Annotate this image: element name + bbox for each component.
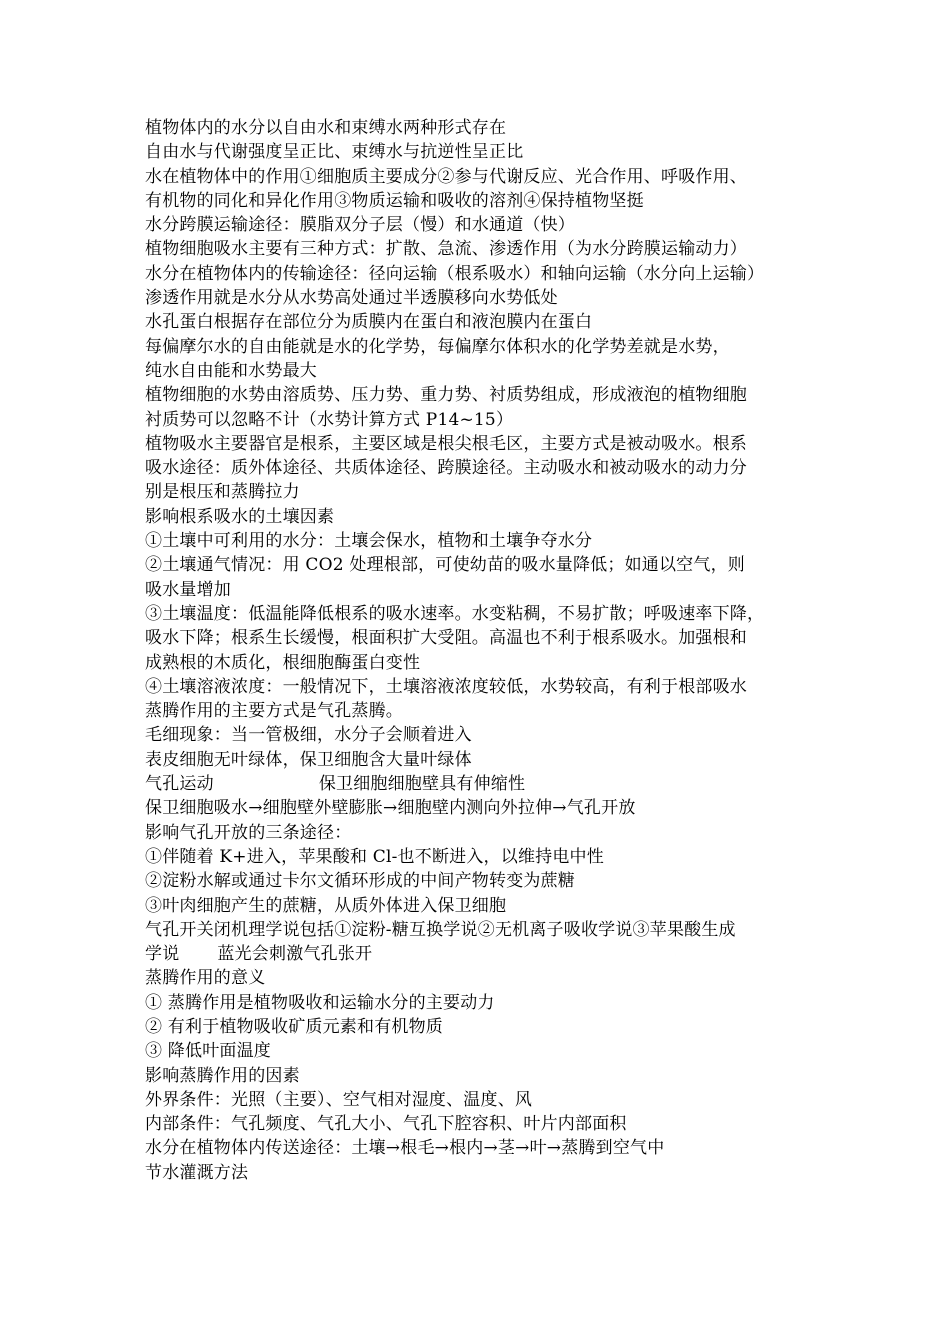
text-segment: 保卫细胞细胞壁具有伸缩性 [318,774,526,795]
document-body [145,116,815,1185]
text-line: 蒸腾作用的主要方式是气孔蒸腾。 [145,701,403,722]
text-line: ③土壤温度：低温能降低根系的吸水速率。水变粘稠，不易扩散；呼吸速率下降， [145,603,765,624]
text-line: 水分在植物体内的传输途径：径向运输（根系吸水）和轴向运输（水分向上运输） [145,263,765,284]
text-line: 吸水途径：质外体途径、共质体途径、跨膜途径。主动吸水和被动吸水的动力分 [145,458,747,479]
text-line: 外界条件：光照（主要）、空气相对湿度、温度、风 [145,1089,533,1110]
text-line: 成熟根的木质化，根细胞酶蛋白变性 [145,652,421,673]
text-line: 内部条件：气孔频度、气孔大小、气孔下腔容积、叶片内部面积 [145,1114,627,1135]
text-line: 植物细胞的水势由溶质势、压力势、重力势、衬质势组成，形成液泡的植物细胞 [145,385,747,406]
text-line: 衬质势可以忽略不计（水势计算方式 P14~15） [145,409,514,430]
text-line-split [145,942,815,966]
text-line: 吸水下降；根系生长缓慢，根面积扩大受阻。高温也不利于根系吸水。加强根和 [145,628,747,649]
text-line: 保卫细胞吸水→细胞壁外壁膨胀→细胞壁内测向外拉伸→气孔开放 [145,798,636,819]
text-line: 有机物的同化和异化作用③物质运输和吸收的溶剂④保持植物坚挺 [145,190,644,211]
text-line: 自由水与代谢强度呈正比、束缚水与抗逆性呈正比 [145,142,524,163]
text-line: 植物细胞吸水主要有三种方式：扩散、急流、渗透作用（为水分跨膜运输动力） [145,239,747,260]
text-line: 水分在植物体内传送途径：土壤→根毛→根内→茎→叶→蒸腾到空气中 [145,1138,665,1159]
text-line: 纯水自由能和水势最大 [145,360,317,381]
text-line: 水在植物体中的作用①细胞质主要成分②参与代谢反应、光合作用、呼吸作用、 [145,166,747,187]
text-line: 别是根压和蒸腾拉力 [145,482,300,503]
text-line: ①土壤中可利用的水分：土壤会保水，植物和土壤争夺水分 [145,531,593,552]
text-line: 每偏摩尔水的自由能就是水的化学势，每偏摩尔体积水的化学势差就是水势， [145,336,730,357]
text-line: 表皮细胞无叶绿体，保卫细胞含大量叶绿体 [145,749,472,770]
text-line: ③叶肉细胞产生的蔗糖，从质外体进入保卫细胞 [145,895,507,916]
text-line: ④土壤溶液浓度：一般情况下，土壤溶液浓度较低，水势较高，有利于根部吸水 [145,676,747,697]
text-line: 气孔开关闭机理学说包括①淀粉-糖互换学说②无机离子吸收学说③苹果酸生成 [145,919,736,940]
text-line: ②淀粉水解或通过卡尔文循环形成的中间产物转变为蔗糖 [145,871,575,892]
text-line: 水孔蛋白根据存在部位分为质膜内在蛋白和液泡膜内在蛋白 [145,312,593,333]
text-line: ③ 降低叶面温度 [145,1041,272,1062]
text-line: ②土壤通气情况：用 CO2 处理根部，可使幼苗的吸水量降低；如通以空气，则 [145,555,745,576]
text-line: 蒸腾作用的意义 [145,968,266,989]
text-line: 影响气孔开放的三条途径： [145,822,352,843]
text-segment: 学说 [145,944,180,965]
text-segment: 蓝光会刺激气孔张开 [217,944,373,965]
text-line: 植物吸水主要器官是根系，主要区域是根尖根毛区，主要方式是被动吸水。根系 [145,433,747,454]
text-line: 渗透作用就是水分从水势高处通过半透膜移向水势低处 [145,288,558,309]
text-line: 影响蒸腾作用的因素 [145,1065,300,1086]
text-line: ① 蒸腾作用是植物吸收和运输水分的主要动力 [145,992,495,1013]
text-line: ② 有利于植物吸收矿质元素和有机物质 [145,1016,444,1037]
text-line: 节水灌溉方法 [145,1162,249,1183]
text-line: 水分跨膜运输途径：膜脂双分子层（慢）和水通道（快） [145,215,575,236]
text-line: 影响根系吸水的土壤因素 [145,506,335,527]
text-line: 植物体内的水分以自由水和束缚水两种形式存在 [145,118,507,138]
text-segment: 气孔运动 [145,774,214,795]
text-line: 吸水量增加 [145,579,231,600]
text-line: ①伴随着 K+进入，苹果酸和 Cl-也不断进入，以维持电中性 [145,846,604,867]
text-line-split [145,772,815,796]
text-line: 毛细现象：当一管极细，水分子会顺着进入 [145,725,472,746]
